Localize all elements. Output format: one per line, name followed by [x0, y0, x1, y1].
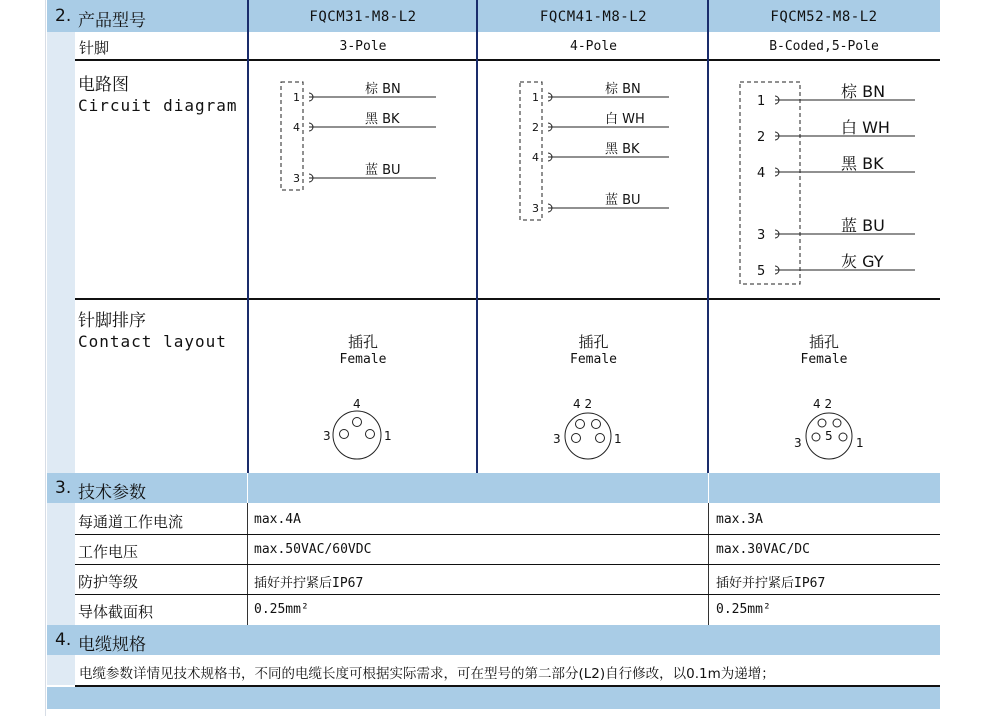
- section-2-number: 2.: [55, 6, 72, 26]
- rule-below-pins: [75, 59, 940, 61]
- tech-row-value-a: max.50VAC/60VDC: [254, 542, 372, 557]
- footer-band: [47, 687, 940, 709]
- left-column: [47, 32, 75, 473]
- svg-text:蓝 BU: 蓝 BU: [605, 193, 641, 208]
- model-header-3: FQCM52-M8-L2: [770, 9, 878, 25]
- svg-text:1: 1: [757, 94, 766, 109]
- svg-text:4: 4: [353, 397, 361, 411]
- tech-header-divider-1: [247, 473, 248, 503]
- section-3-number: 3.: [55, 478, 72, 498]
- cable-header-band: [47, 625, 940, 655]
- model-header-2: FQCM41-M8-L2: [539, 9, 648, 25]
- tech-header-band: [47, 473, 940, 503]
- section-3-title: 技术参数: [78, 483, 146, 503]
- col-divider-1: [247, 0, 249, 473]
- tech-rule-1: [75, 534, 940, 535]
- svg-text:棕 BN: 棕 BN: [605, 82, 641, 97]
- model-header-1: FQCM31-M8-L2: [309, 9, 417, 25]
- svg-text:5: 5: [757, 264, 766, 279]
- pins-row-label: 针脚: [79, 39, 110, 57]
- socket-cn-2: 插孔: [578, 333, 609, 351]
- cable-note: 电缆参数详情见技术规格书，不同的电缆长度可根据实际需求，可在型号的第二部分(L2)自行修改，以0.1m为递增；: [79, 666, 775, 682]
- socket-en-2: Female: [570, 352, 617, 367]
- svg-text:1: 1: [614, 432, 622, 446]
- circuit-1-wire-1: 棕 BN: [365, 82, 401, 97]
- socket-cn-3: 插孔: [808, 333, 839, 351]
- svg-text:白 WH: 白 WH: [605, 112, 645, 127]
- svg-text:4 2: 4 2: [573, 397, 593, 411]
- tech-row-label: 每通道工作电流: [78, 513, 184, 531]
- contact-layout-3: [787, 392, 872, 467]
- socket-en-3: Female: [800, 352, 848, 367]
- circuit-1-wire-3: 蓝 BU: [365, 163, 401, 178]
- tech-row-value-b: max.30VAC/DC: [716, 542, 810, 557]
- rule-below-circuit: [75, 298, 940, 300]
- svg-text:白 WH: 白 WH: [841, 118, 890, 137]
- pins-value-3: B-Coded,5-Pole: [769, 39, 879, 54]
- svg-text:5: 5: [825, 429, 833, 443]
- svg-text:3: 3: [532, 202, 539, 215]
- circuit-1-pin-1: 1: [293, 91, 300, 104]
- circuit-label-en: Circuit diagram: [78, 96, 238, 115]
- tech-row-label: 工作电压: [78, 543, 139, 561]
- circuit-1-pin-4: 4: [293, 121, 300, 134]
- svg-text:1: 1: [532, 91, 539, 104]
- socket-en-1: Female: [339, 352, 387, 367]
- pins-value-1: 3-Pole: [339, 39, 387, 54]
- svg-text:黑 BK: 黑 BK: [605, 142, 640, 157]
- tech-row-label: 导体截面积: [78, 603, 154, 621]
- circuit-1-pin-3: 3: [293, 172, 300, 185]
- col-divider-3: [707, 0, 709, 473]
- section-4-title: 电缆规格: [78, 635, 146, 655]
- circuit-diagram-2: [515, 75, 695, 230]
- svg-text:4 2: 4 2: [813, 397, 833, 411]
- contact-layout-2: [545, 392, 630, 467]
- circuit-label-cn: 电路图: [78, 75, 129, 95]
- tech-left-column: [47, 503, 75, 625]
- tech-rule-2: [75, 564, 940, 565]
- tech-row-value-b: 0.25mm²: [716, 602, 771, 617]
- tech-rule-3: [75, 594, 940, 595]
- svg-text:3: 3: [553, 432, 561, 446]
- svg-text:3: 3: [757, 228, 766, 243]
- section-4-number: 4.: [55, 630, 72, 650]
- circuit-diagram-3: [735, 75, 925, 290]
- svg-text:1: 1: [856, 436, 864, 450]
- svg-text:3: 3: [794, 436, 802, 450]
- tech-row-value-b: max.3A: [716, 512, 763, 527]
- svg-text:2: 2: [757, 130, 766, 145]
- page-edge: [45, 0, 46, 716]
- cable-left-column: [47, 655, 75, 685]
- svg-text:2: 2: [532, 121, 539, 134]
- svg-text:1: 1: [384, 429, 392, 443]
- tech-row-value-a: max.4A: [254, 512, 301, 527]
- svg-text:4: 4: [532, 151, 539, 164]
- tech-row-label: 防护等级: [78, 573, 139, 591]
- circuit-diagram-1: [275, 75, 455, 200]
- tech-row-value-a: 0.25mm²: [254, 602, 309, 617]
- contact-layout-1: [315, 392, 400, 467]
- section-2-title: 产品型号: [78, 11, 146, 31]
- svg-text:3: 3: [323, 429, 331, 443]
- circuit-1-wire-2: 黑 BK: [365, 112, 400, 127]
- contact-label-en: Contact layout: [78, 332, 227, 351]
- tech-row-value-b: 插好并拧紧后IP67: [716, 576, 826, 591]
- svg-text:灰 GY: 灰 GY: [841, 252, 884, 271]
- contact-label-cn: 针脚排序: [78, 311, 146, 331]
- pins-value-2: 4-Pole: [570, 39, 617, 54]
- svg-text:4: 4: [757, 166, 766, 181]
- svg-text:棕 BN: 棕 BN: [841, 82, 886, 101]
- svg-text:黑 BK: 黑 BK: [841, 154, 884, 173]
- tech-header-divider-2: [708, 473, 709, 503]
- col-divider-2: [476, 0, 478, 473]
- svg-text:蓝 BU: 蓝 BU: [841, 216, 885, 235]
- tech-row-value-a: 插好并拧紧后IP67: [254, 576, 364, 591]
- socket-cn-1: 插孔: [347, 333, 378, 351]
